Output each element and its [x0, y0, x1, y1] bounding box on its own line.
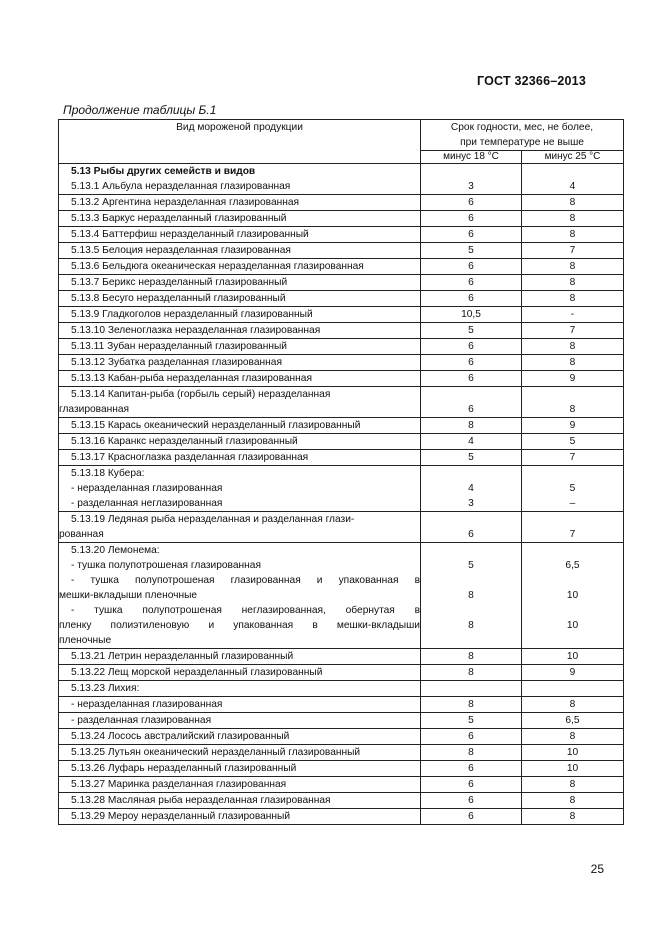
product-name-line: глазированная: [59, 404, 130, 415]
table-row: [59, 227, 624, 243]
shelf-life-value: 6,5: [565, 715, 580, 726]
shelf-life-minus18-cell: [421, 387, 522, 418]
shelf-life-value: 6: [468, 357, 474, 368]
product-name-line: 5.13.18 Кубера:: [71, 468, 145, 479]
product-name-line: - тушка полупотрошеная неглазированная, обернутая в: [71, 605, 420, 616]
shelf-life-minus25-cell: [522, 387, 624, 418]
product-name-cell: [59, 450, 421, 466]
table-row: [59, 387, 624, 418]
shelf-life-value: 8: [468, 651, 474, 662]
header-shelf-life-line1: Срок годности, мес, не более,: [450, 122, 594, 133]
table-row: [59, 339, 624, 355]
product-name-line: 5.13.13 Кабан-рыба неразделанная глазированная: [71, 373, 312, 384]
shelf-life-minus18-cell: [421, 418, 522, 434]
shelf-life-value: 6: [468, 197, 474, 208]
shelf-life-minus25-cell: [522, 227, 624, 243]
shelf-life-minus18-cell: [421, 729, 522, 745]
product-name-line: 5.13.10 Зеленоглазка неразделанная глазированная: [71, 325, 321, 336]
shelf-life-minus18-cell: [421, 713, 522, 729]
product-name-line: 5.13.15 Карась океанический неразделанный глазированный: [71, 420, 361, 431]
shelf-life-minus25-cell: [522, 307, 624, 323]
shelf-life-value: 7: [569, 529, 576, 540]
shelf-life-minus25-cell: [522, 681, 624, 697]
shelf-life-minus25-cell: [522, 195, 624, 211]
shelf-life-value: [421, 543, 521, 558]
shelf-life-minus18-cell: [421, 291, 522, 307]
shelf-life-value: 8: [569, 277, 576, 288]
header-minus18: минус 18 °С: [421, 151, 522, 164]
shelf-life-minus18-cell: [421, 355, 522, 371]
product-name-line: рованная: [59, 529, 104, 540]
product-name-line: - неразделанная глазированная: [71, 483, 223, 494]
shelf-life-value: 5: [569, 436, 576, 447]
shelf-life-minus25-cell: [522, 512, 624, 543]
shelf-life-minus25-cell: [522, 259, 624, 275]
product-name-cell: [59, 649, 421, 665]
table-row: [59, 307, 624, 323]
shelf-life-minus18-cell: [421, 227, 522, 243]
shelf-life-minus18-cell: [421, 275, 522, 291]
product-name-line: 5.13.3 Баркус неразделанный глазированный: [71, 213, 287, 224]
product-name-line: 5.13.7 Берикс неразделанный глазированный: [71, 277, 288, 288]
product-name-cell: [59, 259, 421, 275]
shelf-life-minus25-cell: [522, 543, 624, 649]
table-row: [59, 761, 624, 777]
product-name-cell: [59, 681, 421, 697]
shelf-life-value: 6: [468, 529, 474, 540]
product-name-line: 5.13.20 Лемонема:: [71, 545, 160, 556]
product-name-line: 5.13.2 Аргентина неразделанная глазированная: [71, 197, 300, 208]
table-row: [59, 275, 624, 291]
shelf-life-value: 8: [569, 341, 576, 352]
shelf-life-value: [421, 681, 521, 696]
shelf-life-value: 6: [468, 811, 474, 822]
table-row: [59, 697, 624, 713]
shelf-life-value: 8: [569, 229, 576, 240]
table-row: [59, 665, 624, 681]
shelf-life-value: 6: [468, 795, 474, 806]
shelf-life-value: 10: [566, 763, 579, 774]
shelf-life-minus25-cell: [522, 450, 624, 466]
header-shelf-life: [421, 120, 624, 151]
shelf-life-value: 6: [468, 763, 474, 774]
shelf-life-value: 6: [468, 229, 474, 240]
shelf-life-minus25-cell: [522, 466, 624, 512]
table-row: [59, 512, 624, 543]
table-row: [59, 681, 624, 697]
shelf-life-value: 10: [566, 590, 579, 601]
shelf-life-value: 8: [569, 699, 576, 710]
shelf-life-value: [421, 603, 521, 618]
shelf-life-value: 8: [569, 795, 576, 806]
shelf-life-value: -: [570, 309, 575, 320]
shelf-life-value: 3: [468, 181, 474, 192]
shelf-life-minus18-cell: [421, 761, 522, 777]
shelf-life-minus18-cell: [421, 371, 522, 387]
shelf-life-value: [522, 512, 623, 527]
shelf-life-value: 8: [468, 590, 474, 601]
table-row: [59, 543, 624, 649]
table-row: [59, 713, 624, 729]
shelf-life-minus18-cell: [421, 307, 522, 323]
shelf-life-minus18-cell: [421, 195, 522, 211]
shelf-life-minus18-cell: [421, 697, 522, 713]
shelf-life-value: [421, 466, 521, 481]
shelf-life-value: [522, 543, 623, 558]
header-shelf-life-line2: при температуре не выше: [460, 137, 584, 148]
shelf-life-minus18-cell: [421, 745, 522, 761]
shelf-life-value: [522, 603, 623, 618]
shelf-life-minus25-cell: [522, 729, 624, 745]
product-name-line: 5.13.26 Луфарь неразделанный глазированный: [71, 763, 297, 774]
product-name-line: - неразделанная глазированная: [71, 699, 223, 710]
product-name-line: 5.13.29 Мероу неразделанный глазированный: [71, 811, 291, 822]
product-name-line: 5.13.22 Лещ морской неразделанный глазированный: [71, 667, 323, 678]
product-name-cell: [59, 809, 421, 825]
product-name-line: 5.13.25 Лутьян океанический неразделанный глазированный: [71, 747, 361, 758]
shelf-life-minus18-cell: [421, 434, 522, 450]
shelf-life-value: 6: [468, 373, 474, 384]
shelf-life-minus18-cell: [421, 681, 522, 697]
product-name-line: 5.13.6 Бельдюга океаническая неразделанная глазированная: [71, 261, 364, 272]
product-name-cell: [59, 434, 421, 450]
shelf-life-value: 6: [468, 779, 474, 790]
shelf-life-value: 8: [569, 811, 576, 822]
product-name-line: 5.13.9 Гладкоголов неразделанный глазированный: [71, 309, 313, 320]
shelf-life-minus18-cell: [421, 793, 522, 809]
shelf-life-value: 9: [569, 420, 576, 431]
shelf-life-value: 8: [569, 293, 576, 304]
shelf-life-value: 5: [468, 452, 474, 463]
table-row: [59, 729, 624, 745]
table-row: [59, 777, 624, 793]
table-row: [59, 434, 624, 450]
shelf-life-minus25-cell: [522, 243, 624, 259]
header-product-type: Вид мороженой продукции: [59, 120, 421, 164]
shelf-life-value: 6: [468, 213, 474, 224]
shelf-life-minus25-cell: [522, 649, 624, 665]
shelf-life-value: [522, 573, 623, 588]
product-name-cell: [59, 387, 421, 418]
shelf-life-minus25-cell: [522, 809, 624, 825]
product-name-line: пленку полиэтиленовую и упакованная в мешки-вкладыши: [59, 620, 420, 631]
shelf-life-minus25-cell: [522, 323, 624, 339]
product-name-line: 5.13.14 Капитан-рыба (горбыль серый) неразделанная: [71, 389, 331, 400]
shelf-life-value: 10: [566, 651, 579, 662]
product-name-line: 5.13.11 Зубан неразделанный глазированный: [71, 341, 287, 352]
shelf-life-value: 6: [468, 293, 474, 304]
table-row: [59, 259, 624, 275]
shelf-life-value: 4: [569, 181, 576, 192]
shelf-life-value: 8: [468, 420, 474, 431]
shelf-life-minus25-cell: [522, 371, 624, 387]
shelf-life-value: 8: [569, 779, 576, 790]
table-row: [59, 450, 624, 466]
page-number: 25: [590, 862, 604, 876]
table-row: [59, 466, 624, 512]
shelf-life-minus25-cell: [522, 745, 624, 761]
shelf-life-minus18-cell: [421, 339, 522, 355]
shelf-life-value: 8: [569, 261, 576, 272]
shelf-life-value: 8: [569, 197, 576, 208]
shelf-life-value: –: [569, 498, 576, 509]
shelf-life-value: 5: [468, 245, 474, 256]
shelf-life-value: 7: [569, 325, 576, 336]
shelf-life-value: 9: [569, 373, 576, 384]
shelf-life-value: 7: [569, 452, 576, 463]
product-name-cell: [59, 466, 421, 512]
table-row: [59, 243, 624, 259]
shelf-life-minus18-cell: [421, 466, 522, 512]
shelf-life-value: 8: [569, 213, 576, 224]
product-name-cell: [59, 211, 421, 227]
shelf-life-value: 6: [468, 261, 474, 272]
table-row: [59, 323, 624, 339]
shelf-life-minus18-cell: [421, 243, 522, 259]
product-name-line: 5.13.21 Летрин неразделанный глазированный: [71, 651, 294, 662]
shelf-life-value: 6: [468, 277, 474, 288]
table-row: [59, 745, 624, 761]
shelf-life-value: 5: [569, 483, 576, 494]
shelf-life-value: 5: [468, 325, 474, 336]
product-name-line: 5.13.16 Каранкс неразделанный глазированный: [71, 436, 298, 447]
product-name-cell: [59, 793, 421, 809]
table-row: [59, 371, 624, 387]
product-name-cell: [59, 745, 421, 761]
product-name-line: - разделанная неглазированная: [71, 498, 223, 509]
product-name-cell: [59, 512, 421, 543]
shelf-life-value: 6: [468, 341, 474, 352]
product-name-line: 5.13.27 Маринка разделанная глазированная: [71, 779, 287, 790]
product-name-line: пленочные: [59, 635, 112, 646]
product-name-line: 5.13.4 Баттерфиш неразделанный глазированный: [71, 229, 309, 240]
product-name-cell: [59, 227, 421, 243]
product-name-line: 5.13.5 Белоция неразделанная глазированная: [71, 245, 291, 256]
shelf-life-minus25-cell: [522, 164, 624, 195]
product-name-line: 5.13 Рыбы других семейств и видов: [71, 166, 256, 177]
table-row: [59, 649, 624, 665]
shelf-life-value: 9: [569, 667, 576, 678]
shelf-life-minus25-cell: [522, 211, 624, 227]
shelf-life-value: [421, 164, 521, 179]
product-name-line: 5.13.1 Альбула неразделанная глазированная: [71, 181, 291, 192]
table-row: [59, 195, 624, 211]
product-name-cell: [59, 777, 421, 793]
shelf-life-value: 3: [468, 498, 474, 509]
shelf-life-minus18-cell: [421, 164, 522, 195]
shelf-life-value: 8: [468, 620, 474, 631]
shelf-life-value: 10: [566, 620, 579, 631]
shelf-life-value: 7: [569, 245, 576, 256]
shelf-life-value: 5: [468, 560, 474, 571]
product-name-cell: [59, 307, 421, 323]
table-row: [59, 355, 624, 371]
shelf-life-value: [522, 387, 623, 402]
shelf-life-value: [522, 633, 623, 648]
shelf-life-value: 6: [468, 731, 474, 742]
shelf-life-minus18-cell: [421, 512, 522, 543]
product-name-line: 5.13.19 Ледяная рыба неразделанная и разделанная глази-: [71, 514, 355, 525]
product-name-cell: [59, 355, 421, 371]
product-name-cell: [59, 371, 421, 387]
product-name-cell: [59, 697, 421, 713]
table-row: [59, 809, 624, 825]
table-body: [59, 164, 624, 825]
shelf-life-minus18-cell: [421, 450, 522, 466]
product-name-line: мешки-вкладыши пленочные: [59, 590, 198, 601]
shelf-life-value: 10: [566, 747, 579, 758]
product-name-line: 5.13.17 Красноглазка разделанная глазированная: [71, 452, 309, 463]
shelf-life-minus18-cell: [421, 777, 522, 793]
shelf-life-value: 6: [468, 404, 474, 415]
shelf-life-value: [522, 681, 623, 696]
table-row: [59, 164, 624, 195]
shelf-life-value: 8: [569, 404, 576, 415]
shelf-life-minus18-cell: [421, 543, 522, 649]
shelf-life-minus25-cell: [522, 697, 624, 713]
shelf-life-value: 8: [468, 747, 474, 758]
shelf-life-table: [58, 119, 624, 825]
document-code: ГОСТ 32366–2013: [477, 74, 586, 88]
shelf-life-value: [522, 466, 623, 481]
shelf-life-minus25-cell: [522, 291, 624, 307]
product-name-cell: [59, 543, 421, 649]
shelf-life-minus25-cell: [522, 665, 624, 681]
shelf-life-value: 8: [468, 667, 474, 678]
product-name-cell: [59, 164, 421, 195]
product-name-cell: [59, 323, 421, 339]
shelf-life-minus18-cell: [421, 809, 522, 825]
shelf-life-minus25-cell: [522, 339, 624, 355]
product-name-cell: [59, 243, 421, 259]
shelf-life-value: [421, 573, 521, 588]
product-name-cell: [59, 761, 421, 777]
shelf-life-minus18-cell: [421, 259, 522, 275]
shelf-life-value: 8: [468, 699, 474, 710]
product-name-cell: [59, 713, 421, 729]
product-name-line: 5.13.28 Масляная рыба неразделанная глазированная: [71, 795, 331, 806]
shelf-life-minus25-cell: [522, 275, 624, 291]
product-name-line: 5.13.24 Лосось австралийский глазированный: [71, 731, 290, 742]
product-name-cell: [59, 729, 421, 745]
shelf-life-minus25-cell: [522, 355, 624, 371]
product-name-cell: [59, 195, 421, 211]
shelf-life-value: [421, 512, 521, 527]
shelf-life-value: [421, 387, 521, 402]
shelf-life-minus18-cell: [421, 211, 522, 227]
shelf-life-minus25-cell: [522, 713, 624, 729]
product-name-cell: [59, 665, 421, 681]
product-name-cell: [59, 275, 421, 291]
table-continuation-label: Продолжение таблицы Б.1: [63, 103, 217, 117]
shelf-life-value: 8: [569, 357, 576, 368]
shelf-life-minus18-cell: [421, 323, 522, 339]
shelf-life-minus25-cell: [522, 793, 624, 809]
table-row: [59, 418, 624, 434]
shelf-life-value: 8: [569, 731, 576, 742]
shelf-life-value: 5: [468, 715, 474, 726]
shelf-life-minus18-cell: [421, 665, 522, 681]
shelf-life-value: 4: [468, 436, 474, 447]
shelf-life-minus25-cell: [522, 761, 624, 777]
product-name-line: - разделанная глазированная: [71, 715, 212, 726]
shelf-life-value: [522, 164, 623, 179]
shelf-life-value: 10,5: [461, 309, 481, 320]
product-name-line: 5.13.8 Бесуго неразделанный глазированный: [71, 293, 286, 304]
shelf-life-value: 6,5: [565, 560, 580, 571]
table-row: [59, 211, 624, 227]
shelf-life-minus25-cell: [522, 418, 624, 434]
shelf-life-minus18-cell: [421, 649, 522, 665]
shelf-life-minus25-cell: [522, 777, 624, 793]
shelf-life-value: 4: [468, 483, 474, 494]
header-minus25: минус 25 °С: [522, 151, 624, 164]
product-name-cell: [59, 418, 421, 434]
product-name-line: - тушка полупотрошеная глазированная и упакованная в: [71, 575, 420, 586]
table-row: [59, 793, 624, 809]
product-name-cell: [59, 339, 421, 355]
product-name-line: 5.13.23 Лихия:: [71, 683, 140, 694]
product-name-line: 5.13.12 Зубатка разделанная глазированная: [71, 357, 282, 368]
shelf-life-minus25-cell: [522, 434, 624, 450]
table-row: [59, 291, 624, 307]
product-name-line: - тушка полупотрошеная глазированная: [71, 560, 261, 571]
product-name-cell: [59, 291, 421, 307]
shelf-life-value: [421, 633, 521, 648]
